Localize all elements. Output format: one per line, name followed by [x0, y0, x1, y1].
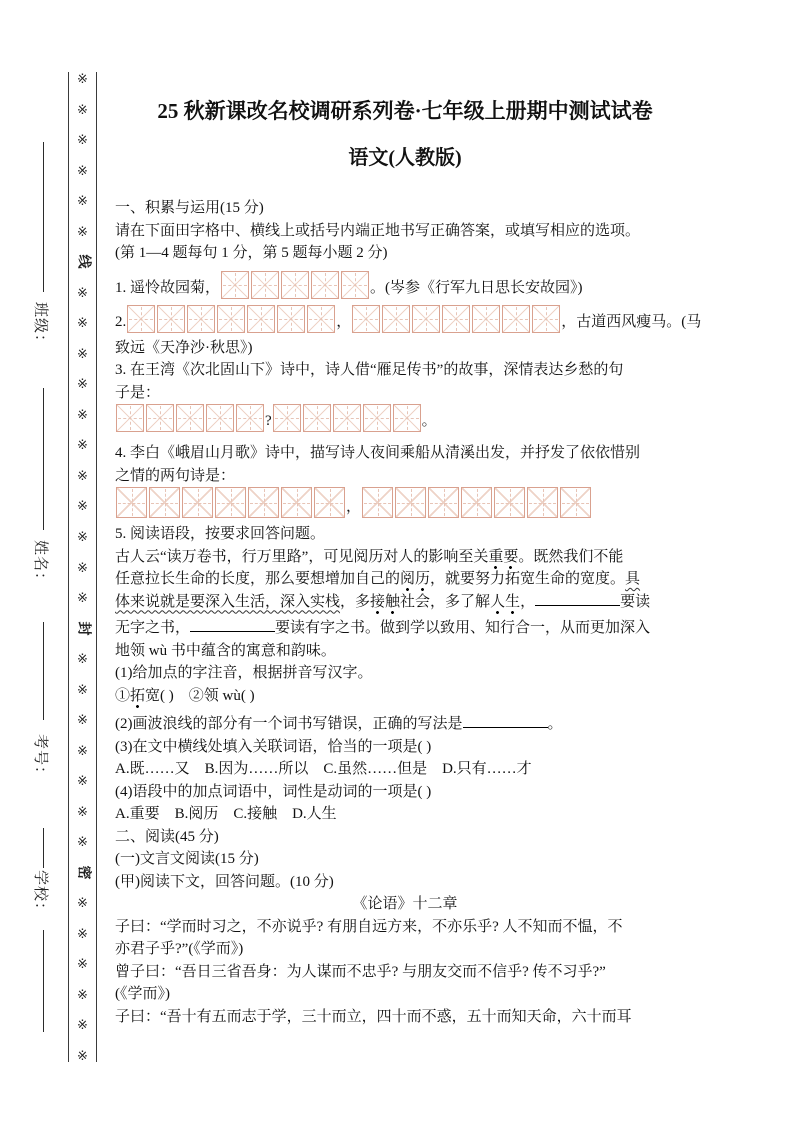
question-5-1 — [115, 662, 695, 685]
tianzige-box[interactable] — [333, 404, 361, 432]
text-run: 1. 遥怜故园菊， — [115, 279, 221, 296]
text-run: 一、积累与运用(15 分) — [115, 200, 264, 216]
text-run: (第 1—4 题每句 1 分，第 5 题每小题 2 分) — [115, 245, 388, 261]
text-run: ， — [336, 313, 352, 330]
text-run: 古人云“读万卷书，行万里路”，可见阅历对人的影响至关 — [115, 548, 489, 565]
tianzige-box[interactable] — [461, 487, 492, 518]
seal-asterisk: ※ — [77, 925, 88, 941]
text-run: (1)给加点的字注音，根据拼音写汉字。 — [115, 665, 373, 681]
seal-asterisk: ※ — [77, 345, 88, 361]
passage-line-3 — [115, 591, 695, 618]
text-run: (3)在文中横线处填入关联词语，恰当的一项是( ) — [115, 738, 432, 755]
tianzige-box[interactable] — [248, 487, 279, 518]
seal-asterisk: ※ — [77, 437, 88, 453]
section-1-scoring-note — [115, 242, 695, 265]
tianzige-box[interactable] — [395, 487, 426, 518]
seal-asterisk: ※ — [77, 895, 88, 911]
answer-grid[interactable] — [362, 487, 591, 518]
seal-asterisk: ※ — [77, 559, 88, 575]
question-5-4-options — [115, 803, 695, 826]
text-run: ，多 — [340, 593, 371, 610]
tianzige-box[interactable] — [273, 404, 301, 432]
tianzige-box[interactable] — [382, 305, 410, 333]
seal-asterisk: ※ — [77, 834, 88, 850]
passage-line-1 — [115, 546, 695, 569]
text-run: (2)画波浪线的部分有一个词书写错误，正确的写法是 — [115, 716, 463, 732]
section-2-heading — [115, 826, 695, 849]
wavy-underlined-text: 具 — [625, 571, 641, 587]
seal-line — [68, 72, 97, 1062]
exam-series-title: 25 秋新课改名校调研系列卷·七年级上册期中测试试卷 — [157, 99, 653, 123]
tianzige-box[interactable] — [281, 487, 312, 518]
reading-title — [115, 893, 695, 916]
text-run: ，就要努力拓宽生命的宽度。 — [430, 571, 626, 587]
text-run: A.既……又 B.因为……所以 C.虽然……但是 D.只有……才 — [115, 761, 532, 777]
passage-line-5 — [115, 640, 695, 663]
tianzige-box[interactable] — [532, 305, 560, 333]
emphasis-dotted-text: 人生 — [490, 594, 520, 615]
fill-line-3 — [43, 622, 44, 720]
text-run: 要读 — [620, 593, 651, 610]
section-1-instructions — [115, 220, 695, 243]
text-run: 任意拉长生命的长度，那么要想增加自己的 — [115, 571, 401, 587]
question-5-3-options — [115, 758, 695, 781]
answer-grid[interactable] — [116, 487, 345, 518]
text-run: ，古道西风瘦马。(马 — [561, 313, 702, 330]
text-run: 曾子曰：“吾日三省吾身：为人谋而不忠乎? 与朋友交而不信乎? 传不习乎?” — [115, 963, 606, 980]
field-label-school: 学校： — [32, 870, 48, 919]
tianzige-box[interactable] — [442, 305, 470, 333]
seal-asterisk: ※ — [77, 1017, 88, 1033]
seal-asterisk: ※ — [77, 315, 88, 331]
section-2-part-1 — [115, 848, 695, 871]
question-1 — [115, 271, 695, 299]
seal-asterisk: ※ — [77, 712, 88, 728]
text-run: (甲)阅读下文，回答问题。(10 分) — [115, 873, 334, 890]
reading-line-1 — [115, 916, 695, 939]
seal-asterisk: ※ — [77, 132, 88, 148]
text-run: 社会，多了解 — [400, 593, 491, 610]
tianzige-box[interactable] — [560, 487, 591, 518]
fill-line-5 — [43, 930, 44, 1032]
seal-asterisk: ※ — [77, 162, 88, 178]
text-run: ? — [265, 413, 272, 429]
section-2-part-1-jia — [115, 871, 695, 894]
emphasis-dotted-text: 接触 — [370, 594, 400, 615]
tianzige-box[interactable] — [206, 404, 234, 432]
text-run: (一)文言文阅读(15 分) — [115, 851, 259, 867]
text-run: 宽( ) ②领 wù( ) — [145, 687, 255, 704]
text-run: 亦君子乎?”(《学而》) — [115, 941, 244, 957]
text-run: 3. 在王湾《次北固山下》诗中，诗人借“雁足传书”的故事，深情表达乡愁的句 — [115, 362, 624, 378]
seal-asterisk: ※ — [77, 101, 88, 117]
seal-asterisk: ※ — [77, 223, 88, 239]
question-4 — [115, 442, 695, 465]
fill-line-2 — [43, 388, 44, 530]
text-run: 。 — [547, 716, 563, 732]
question-5-4 — [115, 781, 695, 804]
text-run: 致远《天净沙·秋思》) — [115, 339, 253, 356]
tianzige-box[interactable] — [251, 271, 279, 299]
question-5-1-items — [115, 685, 695, 714]
text-run: 。(岑参《行军九日思长安故园》) — [370, 279, 583, 296]
tianzige-box[interactable] — [314, 487, 345, 518]
tianzige-box[interactable] — [116, 404, 144, 432]
tianzige-box[interactable] — [149, 487, 180, 518]
answer-grid[interactable] — [116, 404, 264, 432]
exam-subject-title: 语文(人教版) — [348, 147, 462, 169]
reading-line-4 — [115, 983, 695, 1006]
seal-asterisk: ※ — [77, 590, 88, 606]
seal-asterisk: ※ — [77, 651, 88, 667]
text-run: 子曰：“学而时习之，不亦说乎? 有朋自远方来，不亦乐乎? 人不知而不愠，不 — [115, 918, 623, 935]
emphasis-dotted-text: 重要 — [488, 549, 518, 570]
seal-asterisk: ※ — [77, 498, 88, 514]
emphasis-dotted-text: 阅历 — [400, 571, 430, 592]
tianzige-box[interactable] — [157, 305, 185, 333]
question-3 — [115, 359, 695, 382]
tianzige-box[interactable] — [307, 305, 335, 333]
text-run: 地领 wù 书中蕴含的寓意和韵味。 — [115, 642, 336, 659]
tianzige-box[interactable] — [393, 404, 421, 432]
tianzige-box[interactable] — [247, 305, 275, 333]
tianzige-box[interactable] — [236, 404, 264, 432]
text-run: 二、阅读(45 分) — [115, 828, 219, 845]
passage-line-2 — [115, 568, 695, 591]
tianzige-box[interactable] — [311, 271, 339, 299]
seal-asterisk: ※ — [77, 467, 88, 483]
fill-line-4 — [43, 828, 44, 868]
reading-line-3 — [115, 961, 695, 984]
seal-asterisk: ※ — [77, 681, 88, 697]
answer-grid[interactable] — [273, 404, 421, 432]
text-run: 之情的两句诗是： — [115, 467, 236, 484]
tianzige-box[interactable] — [281, 271, 309, 299]
text-run: ① — [115, 687, 131, 704]
seal-asterisk: ※ — [77, 742, 88, 758]
text-run: 请在下面田字格中、横线上或括号内端正地书写正确答案，或填写相应的选项。 — [115, 222, 641, 239]
tianzige-box[interactable] — [217, 305, 245, 333]
tianzige-box[interactable] — [182, 487, 213, 518]
answer-blank[interactable] — [190, 617, 275, 632]
tianzige-box[interactable] — [494, 487, 525, 518]
question-4-answer-grid — [115, 487, 695, 518]
tianzige-box[interactable] — [502, 305, 530, 333]
question-5-3 — [115, 736, 695, 759]
tianzige-box[interactable] — [116, 487, 147, 518]
text-run: 。既然我们不能 — [518, 548, 624, 565]
tianzige-box[interactable] — [303, 404, 331, 432]
text-run: 5. 阅读语段，按要求回答问题。 — [115, 526, 326, 542]
text-run: 要读有字之书。做到学以致用、知行合一，从而更加深入 — [275, 620, 651, 636]
emphasis-dotted-text: 拓 — [130, 688, 145, 709]
seal-character: 线 — [75, 254, 90, 269]
answer-grid[interactable] — [221, 271, 369, 299]
tianzige-box[interactable] — [362, 487, 393, 518]
question-4-continued — [115, 465, 695, 488]
tianzige-box[interactable] — [341, 271, 369, 299]
question-3-continued — [115, 382, 695, 405]
text-run: 。 — [421, 413, 437, 429]
text-run: 《论语》十二章 — [352, 896, 458, 912]
passage-line-4 — [115, 617, 695, 640]
seal-character: 封 — [75, 621, 90, 636]
seal-asterisk: ※ — [77, 376, 88, 392]
tianzige-box[interactable] — [176, 404, 204, 432]
tianzige-box[interactable] — [428, 487, 459, 518]
tianzige-box[interactable] — [221, 271, 249, 299]
text-run: (4)语段中的加点词语中，词性是动词的一项是( ) — [115, 783, 432, 800]
reading-line-2 — [115, 938, 695, 961]
seal-asterisk: ※ — [77, 803, 88, 819]
tianzige-box[interactable] — [527, 487, 558, 518]
seal-asterisk: ※ — [77, 406, 88, 422]
answer-grid[interactable] — [352, 305, 560, 333]
answer-blank[interactable] — [535, 591, 620, 606]
question-2-continued — [115, 337, 695, 360]
seal-asterisk: ※ — [77, 986, 88, 1002]
wavy-underlined-text: 体来说就是要深入生活，深入实栈 — [115, 593, 341, 610]
question-5 — [115, 523, 695, 546]
answer-grid[interactable] — [127, 305, 335, 333]
tianzige-box[interactable] — [127, 305, 155, 333]
question-2 — [115, 305, 702, 333]
section-1-heading — [115, 197, 695, 220]
tianzige-box[interactable] — [146, 404, 174, 432]
text-run: A.重要 B.阅历 C.接触 D.人生 — [115, 806, 337, 822]
seal-asterisk: ※ — [77, 956, 88, 972]
reading-line-5 — [115, 1006, 695, 1029]
seal-asterisk: ※ — [77, 773, 88, 789]
text-run: ， — [346, 499, 362, 515]
text-run: 无字之书， — [115, 620, 191, 636]
seal-character: 密 — [75, 865, 90, 880]
text-run: 子曰：“吾十有五而志于学，三十而立，四十而不惑，五十而知天命，六十而耳 — [115, 1008, 632, 1025]
tianzige-box[interactable] — [363, 404, 391, 432]
tianzige-box[interactable] — [412, 305, 440, 333]
text-run: 2. — [115, 313, 127, 330]
tianzige-box[interactable] — [215, 487, 246, 518]
seal-asterisk: ※ — [77, 193, 88, 209]
answer-blank[interactable] — [463, 713, 548, 728]
tianzige-box[interactable] — [187, 305, 215, 333]
seal-asterisk: ※ — [77, 528, 88, 544]
text-run: (《学而》) — [115, 986, 170, 1002]
text-run: ， — [520, 593, 536, 610]
question-5-2 — [115, 713, 695, 736]
seal-asterisk: ※ — [77, 284, 88, 300]
question-3-answer-grid — [115, 404, 695, 432]
content-column — [115, 96, 702, 1028]
field-label-name: 姓名： — [32, 540, 48, 589]
tianzige-box[interactable] — [277, 305, 305, 333]
fill-line-1 — [43, 142, 44, 292]
seal-asterisk: ※ — [77, 1048, 88, 1063]
seal-asterisk: ※ — [77, 71, 88, 86]
tianzige-box[interactable] — [472, 305, 500, 333]
tianzige-box[interactable] — [352, 305, 380, 333]
text-run: 4. 李白《峨眉山月歌》诗中，描写诗人夜间乘船从清溪出发，并抒发了依依惜别 — [115, 445, 641, 461]
text-run: 子是： — [115, 384, 161, 401]
field-label-exam-number: 考号： — [32, 734, 48, 783]
field-label-class: 班级： — [32, 302, 48, 351]
